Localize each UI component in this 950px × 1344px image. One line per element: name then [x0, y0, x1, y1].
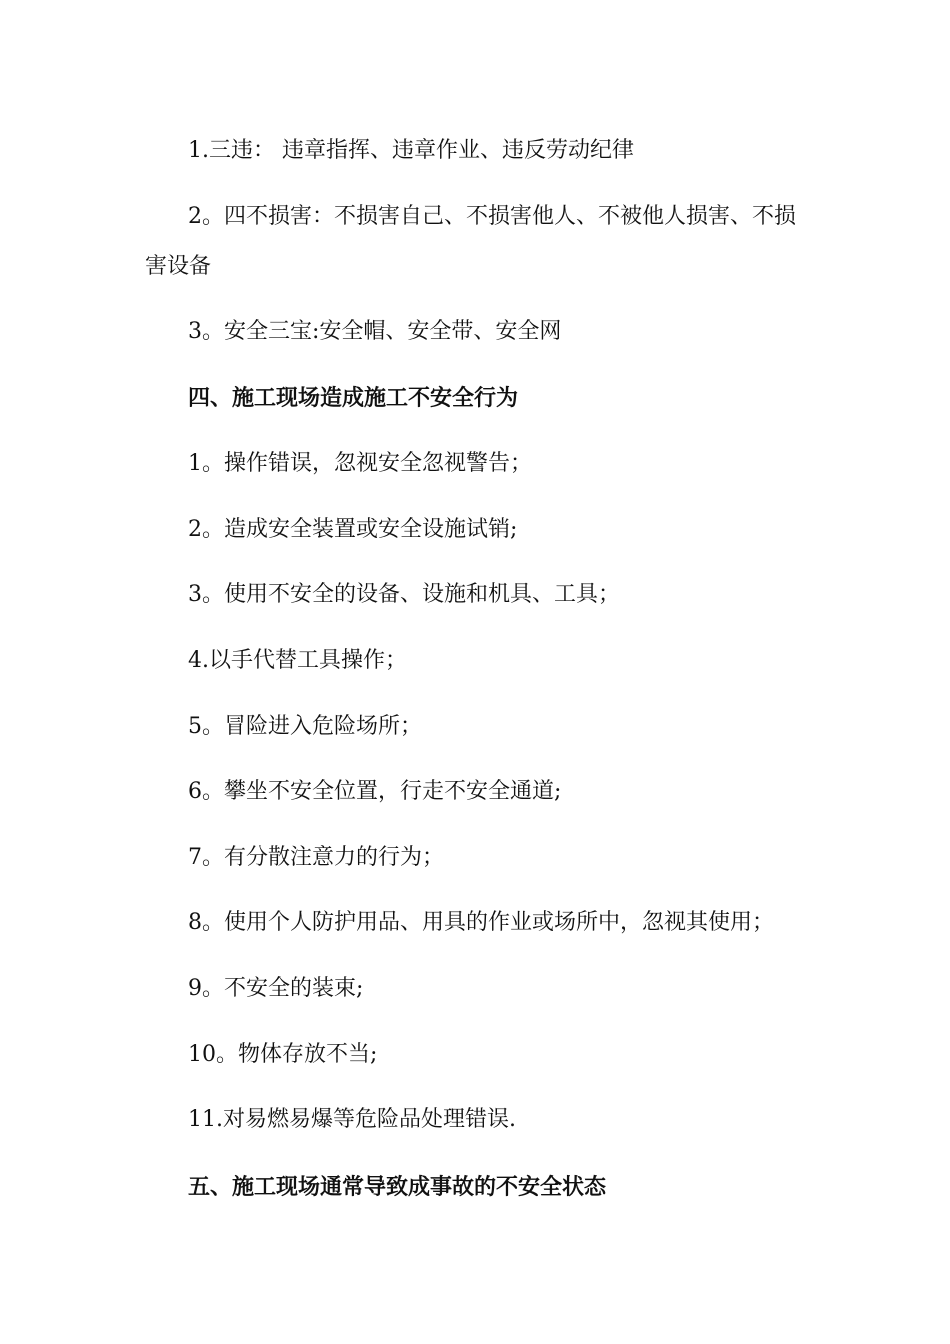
list-item: 11.对易燃易爆等危险品处理错误.: [188, 1107, 516, 1132]
list-item: 3。使用不安全的设备、设施和机具、工具；: [188, 582, 620, 607]
item-four-no-harm-continued: 害设备: [145, 254, 212, 279]
item-three-violations: 1.三违： 违章指挥、违章作业、违反劳动纪律: [188, 138, 634, 163]
list-item: 8。使用个人防护用品、用具的作业或场所中，忽视其使用；: [188, 910, 774, 935]
list-item: 9。不安全的装束;: [188, 976, 364, 1001]
list-item: 7。有分散注意力的行为；: [188, 845, 444, 870]
list-item: 4.以手代替工具操作；: [188, 648, 407, 673]
section-heading-unsafe-behaviors: 四、施工现场造成施工不安全行为: [188, 385, 519, 411]
list-item: 10。物体存放不当;: [188, 1042, 378, 1067]
list-item: 5。冒险进入危险场所；: [188, 714, 422, 739]
item-three-safety-treasures: 3。安全三宝:安全帽、安全带、安全网: [188, 319, 562, 344]
list-item: 1。操作错误，忽视安全忽视警告；: [188, 451, 532, 476]
item-four-no-harm: 2。四不损害：不损害自己、不损害他人、不被他人损害、不损: [188, 204, 796, 229]
list-item: 6。攀坐不安全位置，行走不安全通道;: [188, 779, 562, 804]
list-item: 2。造成安全装置或安全设施试销;: [188, 517, 518, 542]
section-heading-unsafe-states: 五、施工现场通常导致成事故的不安全状态: [188, 1174, 607, 1200]
